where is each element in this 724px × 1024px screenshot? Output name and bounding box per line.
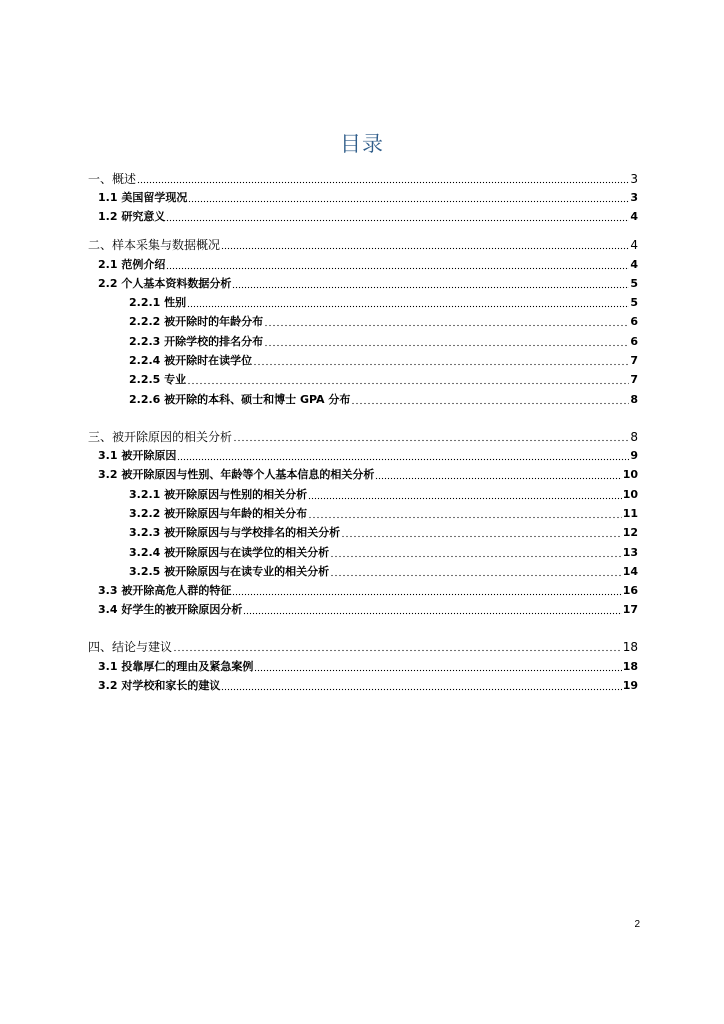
toc-leader-dots [351, 395, 629, 405]
toc-entry-page: 12 [622, 526, 638, 539]
toc-entry-page: 17 [622, 603, 638, 616]
toc-entry-3-2-1[interactable] [129, 488, 638, 502]
toc-entry-page: 19 [622, 679, 638, 692]
toc-leader-dots [166, 260, 629, 270]
toc-entry-text: 3.2.2 被开除原因与年龄的相关分布 [129, 507, 308, 520]
toc-entry-text: 2.2.3 开除学校的排名分布 [129, 335, 264, 348]
toc-entry-text: 二、样本采集与数据概况 [88, 238, 221, 252]
toc-leader-dots [221, 240, 629, 250]
toc-entry-2-2-1[interactable] [129, 296, 638, 310]
toc-entry-3-2[interactable] [98, 468, 638, 482]
toc-entry-text: 3.2.1 被开除原因与性别的相关分析 [129, 488, 308, 501]
toc-entry-text: 3.1 被开除原因 [98, 449, 177, 462]
toc-leader-dots [137, 174, 629, 184]
toc-entry-page: 11 [622, 507, 638, 520]
toc-entry-text: 2.2 个人基本资料数据分析 [98, 277, 232, 290]
toc-entry-text: 3.2.5 被开除原因与在读专业的相关分析 [129, 565, 330, 578]
toc-leader-dots [232, 279, 629, 289]
toc-leader-dots [232, 586, 621, 596]
toc-entry-text: 1.1 美国留学现况 [98, 191, 188, 204]
toc-entry-3-2-2[interactable] [129, 507, 638, 521]
toc-entry-text: 三、被开除原因的相关分析 [88, 430, 233, 444]
toc-entry-text: 3.2 被开除原因与性别、年龄等个人基本信息的相关分析 [98, 468, 375, 481]
toc-leader-dots [308, 490, 622, 500]
toc-entry-text: 2.2.6 被开除的本科、硕士和博士 GPA 分布 [129, 393, 351, 406]
toc-entry-2-2-5[interactable] [129, 373, 638, 387]
toc-entry-text: 2.2.1 性别 [129, 296, 187, 309]
toc-entry-text: 3.3 被开除高危人群的特征 [98, 584, 232, 597]
toc-entry-page: 6 [630, 335, 638, 348]
toc-entry-3-1[interactable] [98, 449, 638, 463]
toc-entry-3-4[interactable] [98, 603, 638, 617]
toc-leader-dots [188, 193, 629, 203]
toc-entry-text: 3.4 好学生的被开除原因分析 [98, 603, 243, 616]
toc-entry-text: 3.2.3 被开除原因与与学校排名的相关分析 [129, 526, 341, 539]
toc-entry-page: 6 [630, 315, 638, 328]
toc-entry-page: 8 [630, 393, 638, 406]
toc-entry-4-2[interactable] [98, 679, 638, 693]
toc-leader-dots [233, 432, 629, 442]
toc-entry-page: 10 [622, 488, 638, 501]
toc-entry-page: 4 [630, 238, 638, 252]
toc-entry-2[interactable] [88, 238, 638, 252]
page-number: 2 [634, 919, 640, 930]
toc-entry-page: 10 [622, 468, 638, 481]
toc-entry-2-2-3[interactable] [129, 335, 638, 349]
toc-entry-page: 13 [622, 546, 638, 559]
toc-leader-dots [166, 212, 629, 222]
toc-entry-text: 四、结论与建议 [88, 640, 173, 654]
toc-entry-text: 3.2.4 被开除原因与在读学位的相关分析 [129, 546, 330, 559]
toc-entry-page: 3 [630, 172, 638, 186]
toc-leader-dots [254, 662, 621, 672]
toc-entry-3-2-4[interactable] [129, 546, 638, 560]
toc-leader-dots [330, 548, 622, 558]
toc-entry-page: 4 [630, 210, 638, 223]
toc-entry-text: 一、概述 [88, 172, 137, 186]
toc-entry-page: 14 [622, 565, 638, 578]
toc-entry-page: 4 [630, 258, 638, 271]
toc-entry-4[interactable] [88, 640, 638, 654]
toc-leader-dots [177, 451, 629, 461]
toc-title: 目录 [340, 132, 384, 156]
toc-entry-page: 3 [630, 191, 638, 204]
toc-entry-page: 18 [622, 640, 638, 654]
toc-leader-dots [264, 317, 629, 327]
toc-entry-page: 5 [630, 277, 638, 290]
toc-leader-dots [264, 337, 629, 347]
toc-entry-1-1[interactable] [98, 191, 638, 205]
toc-entry-page: 18 [622, 660, 638, 673]
toc-entry-3-3[interactable] [98, 584, 638, 598]
toc-entry-4-1[interactable] [98, 660, 638, 674]
toc-leader-dots [173, 642, 622, 652]
toc-leader-dots [308, 509, 622, 519]
toc-entry-3-2-5[interactable] [129, 565, 638, 579]
toc-leader-dots [187, 298, 629, 308]
toc-entry-text: 1.2 研究意义 [98, 210, 166, 223]
toc-leader-dots [253, 356, 629, 366]
toc-entry-page: 7 [630, 373, 638, 386]
toc-leader-dots [243, 605, 621, 615]
toc-entry-2-1[interactable] [98, 258, 638, 272]
toc-entry-2-2-4[interactable] [129, 354, 638, 368]
toc-leader-dots [341, 528, 622, 538]
toc-entry-2-2-6[interactable] [129, 393, 638, 407]
toc-entry-text: 2.1 范例介绍 [98, 258, 166, 271]
toc-leader-dots [187, 375, 629, 385]
toc-entry-3[interactable] [88, 430, 638, 444]
toc-leader-dots [221, 681, 621, 691]
toc-entry-text: 3.1 投靠厚仁的理由及紧急案例 [98, 660, 254, 673]
toc-entry-2-2[interactable] [98, 277, 638, 291]
toc-entry-page: 7 [630, 354, 638, 367]
toc-entry-text: 2.2.5 专业 [129, 373, 187, 386]
toc-entry-text: 2.2.4 被开除时在读学位 [129, 354, 253, 367]
toc-entry-text: 3.2 对学校和家长的建议 [98, 679, 221, 692]
toc-entry-3-2-3[interactable] [129, 526, 638, 540]
toc-entry-page: 16 [622, 584, 638, 597]
toc-entry-1-2[interactable] [98, 210, 638, 224]
toc-leader-dots [375, 470, 621, 480]
toc-entry-text: 2.2.2 被开除时的年龄分布 [129, 315, 264, 328]
toc-leader-dots [330, 567, 622, 577]
toc-entry-page: 5 [630, 296, 638, 309]
toc-entry-page: 8 [630, 430, 638, 444]
toc-entry-1[interactable] [88, 172, 638, 186]
toc-entry-2-2-2[interactable] [129, 315, 638, 329]
toc-entry-page: 9 [630, 449, 638, 462]
